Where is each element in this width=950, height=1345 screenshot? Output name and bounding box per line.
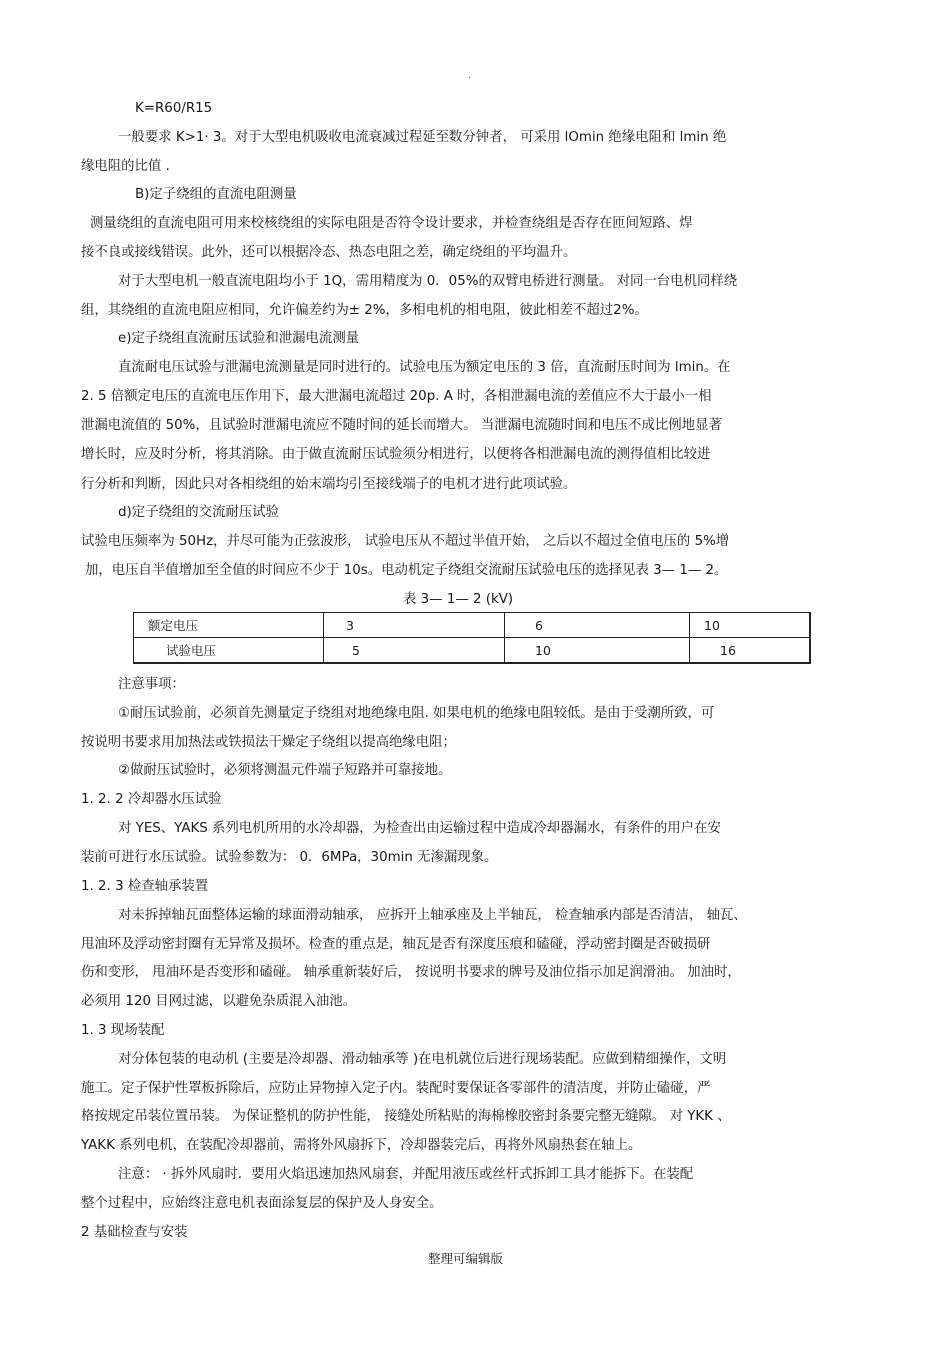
page-footer: 整理可编辑版	[428, 1251, 504, 1266]
table-cell: 5	[324, 638, 505, 664]
section-heading: 2 基础检查与安装	[81, 1225, 188, 1240]
table-cell: 6	[505, 613, 690, 638]
section-heading: B)定子绕组的直流电阻测量	[135, 187, 297, 202]
paragraph-line: 组，其绕组的直流电阻应相同，允许偏差约为± 2%，多相电机的相电阻，彼此相差不超过2%。	[81, 303, 648, 318]
paragraph-line: 测量绕组的直流电阻可用来校核绕组的实际电阻是否符令设计要求，并检查绕组是否存在匝间短路、焊	[90, 216, 693, 231]
paragraph-line: 泄漏电流值的 50%，且试验时泄漏电流应不随时间的延长而增大。 当泄漏电流随时间和电压不成比例地显著	[81, 418, 722, 433]
paragraph-line: 一般要求 K>1· 3。对于大型电机吸收电流衰减过程延至数分钟者， 可采用 lOmin 绝缘电阻和 lmin 绝	[118, 130, 727, 145]
section-heading: 1. 2. 3 检查轴承装置	[81, 879, 209, 894]
header-mark: .	[468, 70, 472, 81]
table-cell: 试验电压	[134, 638, 324, 664]
section-heading: 1. 3 现场装配	[81, 1023, 165, 1038]
paragraph-line: 伤和变形， 甩油环是否变形和磕碰。 轴承重新装好后， 按说明书要求的牌号及油位指示加足润滑油。 加油时，	[81, 965, 741, 980]
paragraph-line: 加，电压自半值增加至全值的时间应不少于 10s。电动机定子绕组交流耐压试验电压的选择见表 3— 1— 2。	[85, 563, 728, 578]
paragraph-line: 直流耐电压试验与泄漏电流测量是同时进行的。试验电压为额定电压的 3 倍，直流耐压时间为 lmin。在	[118, 360, 731, 375]
paragraph-line: 整个过程中，应始终注意电机表面涂复层的保护及人身安全。	[81, 1196, 443, 1211]
paragraph-line: ②做耐压试验时，必须将测温元件端子短路并可靠接地。	[118, 763, 452, 778]
formula-line: K=R60/R15	[135, 101, 213, 116]
paragraph-line: 行分析和判断，因此只对各相绕组的始末端均引至接线端子的电机才进行此项试验。	[81, 477, 577, 492]
section-heading: e)定子绕组直流耐压试验和泄漏电流测量	[118, 331, 360, 346]
section-heading: d)定子绕组的交流耐压试验	[118, 505, 280, 520]
table-cell: 额定电压	[134, 613, 324, 638]
table-cell: 10	[505, 638, 690, 664]
paragraph-line: 试验电压频率为 50Hz，并尽可能为正弦波形， 试验电压从不超过半值开始， 之后以不超过全值电压的 5%增	[81, 534, 730, 549]
paragraph-line: 对于大型电机一般直流电阻均小于 1Q，需用精度为 0．05%的双臂电桥进行测量。 对同一台电机同样绕	[118, 274, 738, 289]
table-cell: 3	[324, 613, 505, 638]
table-cell: 16	[690, 638, 811, 664]
notes-heading: 注意事项：	[118, 677, 185, 692]
paragraph-line: 注意： · 拆外风扇时．要用火焰迅速加热风扇套，并配用液压或丝杆式拆卸工具才能拆下。在装配	[118, 1167, 694, 1182]
paragraph-line: 增长时，应及时分析，将其消除。由于做直流耐压试验须分相进行，以便将各相泄漏电流的测得值相比较进	[81, 447, 711, 462]
paragraph-line: 对未拆掉轴瓦面整体运输的球面滑动轴承， 应拆开上轴承座及上半轴瓦， 检查轴承内部是否清洁， 轴瓦、	[118, 908, 747, 923]
table-row	[134, 638, 811, 664]
paragraph-line: 施工。定子保护性罩板拆除后，应防止异物掉入定子内。装配时要保证各零部件的清洁度，并防止磕碰，严	[81, 1081, 711, 1096]
paragraph-line: 接不良或接线错误。此外，还可以根据冷态、热态电阻之差，确定绕组的平均温升。	[81, 245, 577, 260]
paragraph-line: 对 YES、YAKS 系列电机所用的水冷却器，为检查出由运输过程中造成冷却器漏水，有条件的用户在安	[118, 821, 721, 836]
paragraph-line: 按说明书要求用加热法或铁损法干燥定子绕组以提高绝缘电阻；	[81, 735, 456, 750]
paragraph-line: 对分体包装的电动机 (主要是冷却器、滑动轴承等 )在电机就位后进行现场装配。应做到精细操作，文明	[118, 1052, 727, 1067]
paragraph-line: 甩油环及浮动密封圈有无异常及损坏。检查的重点是，轴瓦是否有深度压痕和磕碰，浮动密封圈是否破损研	[81, 937, 711, 952]
paragraph-line: 缘电阻的比值 .	[81, 159, 170, 174]
paragraph-line: 2. 5 倍额定电压的直流电压作用下，最大泄漏电流超过 20p. A 时，各相泄漏电流的差值应不大于最小一相	[81, 389, 712, 404]
paragraph-line: YAKK 系列电机，在装配冷却器前，需将外风扇拆下，冷却器装完后，再将外风扇热套在轴上。	[81, 1138, 642, 1153]
paragraph-line: 装前可进行水压试验。试验参数为： 0．6MPa，30min 无渗漏现象。	[81, 850, 498, 865]
paragraph-line: 必须用 120 目网过滤，以避免杂质混入油池。	[81, 994, 357, 1009]
table-caption: 表 3— 1— 2 (kV)	[403, 592, 514, 607]
section-heading: 1. 2. 2 冷却器水压试验	[81, 792, 222, 807]
table-row	[134, 613, 811, 638]
paragraph-line: ①耐压试验前，必须首先测量定子绕组对地绝缘电阻. 如果电机的绝缘电阻较低。是由于受潮所致，可	[118, 706, 715, 721]
voltage-table	[133, 612, 811, 664]
table-cell: 10	[690, 613, 811, 638]
paragraph-line: 格按规定吊装位置吊装。 为保证整机的防护性能， 接缝处所粘贴的海棉橡胶密封条要完整无缝隙。 对 YKK 、	[81, 1109, 731, 1124]
